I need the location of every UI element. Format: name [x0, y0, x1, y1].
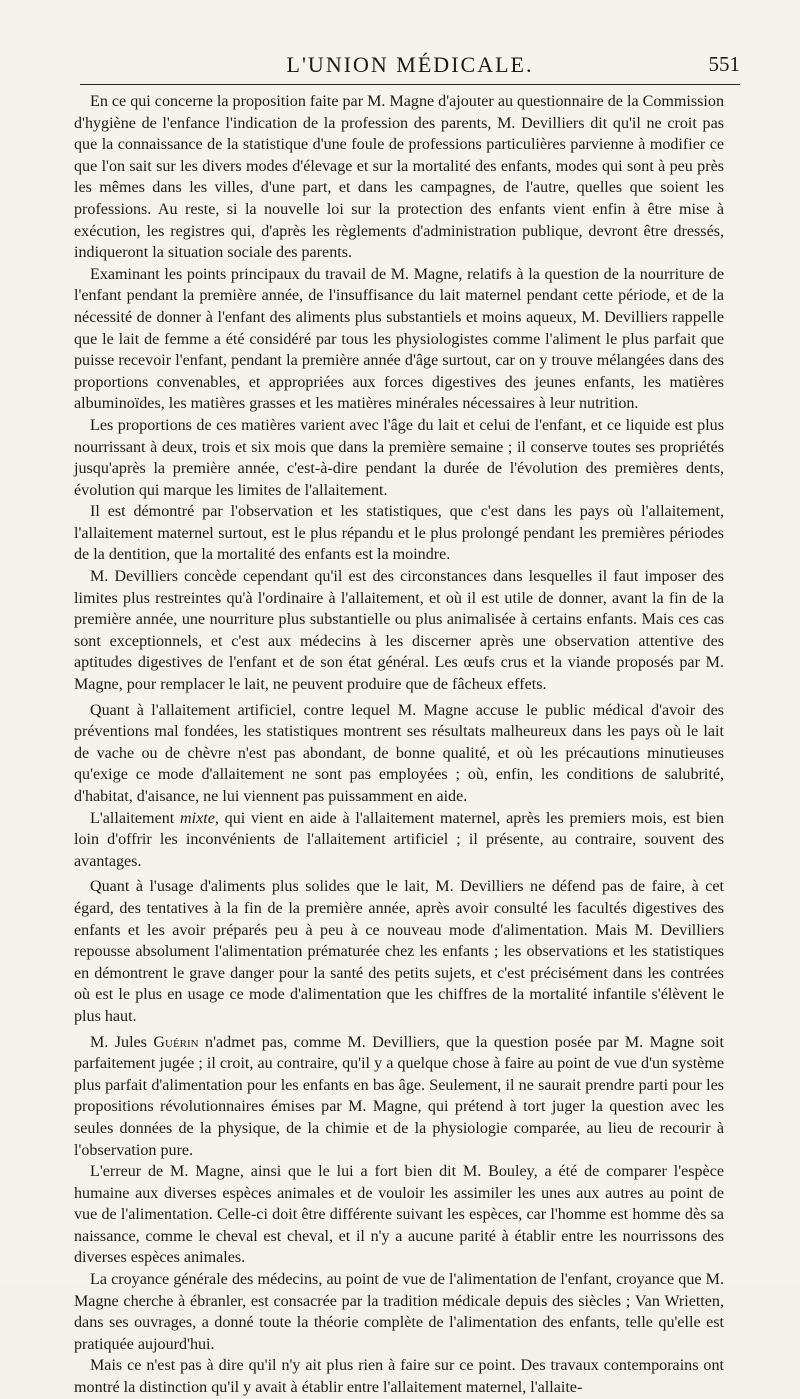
paragraph: Quant à l'allaitement artificiel, contre lequel M. Magne accuse le public médical d'avoir des préventions mal fondées, les statistiques montrent ses résultats malheureux dans les pays où le lait de vache ou de chèvre n'est pas abondant, de bonne qualité, et où les précautions minutieuses qu'exige ce mode d'allaitement ne sont pas employées ; où, enfin, les conditions de salubrité, d'habitat, d'aisance, ne lui viennent pas puissamment en aide. — [74, 701, 724, 805]
paragraph: Quant à l'usage d'aliments plus solides que le lait, M. Devilliers ne défend pas de faire, à cet égard, des tentatives à la fin de la première année, après avoir consulté les facultés digestives des enfants et les avoir préparés peu à peu à ce nouveau mode d'alimentation. Mais M. Devilliers repousse absolument l'alimentation prématurée chez les enfants ; les observations et les statistiques en démontrent le grave danger pour la santé des petits sujets, et c'est précisément dans les contrées où est le plus en usage ce mode d'alimentation que les chiffres de la mortalité infantile s'élèvent le plus haut. — [74, 878, 724, 1025]
paragraph — [74, 1032, 724, 1162]
running-title: L'UNION MÉDICALE. — [286, 52, 534, 77]
paragraph-text: , qui vient en aide à l'allaitement maternel, après les premiers mois, est bien loin d'offrir les inconvénients de l'allaitement artificiel ; il présente, au contraire, souvent des avantages. — [74, 809, 724, 870]
paragraph: Il est démontré par l'observation et les statistiques, que c'est dans les pays où l'allaitement, l'allaitement maternel surtout, est le plus répandu et le plus prolongé pendant les premières périodes de la dentition, que la mortalité des enfants est la moindre. — [74, 503, 724, 564]
paragraph-text: M. Jules — [90, 1033, 154, 1051]
paragraph: En ce qui concerne la proposition faite par M. Magne d'ajouter au questionnaire de la Commission d'hygiène de l'enfance l'indication de la profession des parents, M. Devilliers dit qu'il ne croit pas que la connaissance de la statistique d'une foule de professions particulières parvienne à modifier ce que l'on sait sur les divers modes d'élevage et sur la mortalité des enfants, modes qui sont à peu près les mêmes dans les villes, d'une part, et dans les campagnes, de l'autre, quelles que soient les professions. Au reste, si la nouvelle loi sur la protection des enfants vient enfin à être mise à exécution, les registres qui, d'après les règlements d'administration publique, devront être dressés, indiqueront la situation sociale des parents. — [74, 93, 724, 262]
paragraph: La croyance générale des médecins, au point de vue de l'alimentation de l'enfant, croyance que M. Magne cherche à ébranler, est consacrée par la tradition médicale depuis des siècles ; Van Wrietten, dans ses ouvrages, a donné toute la théorie complète de l'alimentation des enfants, telle qu'elle est pratiquée aujourd'hui. — [74, 1271, 724, 1353]
body-text — [74, 91, 724, 1399]
paragraph: Mais ce n'est pas à dire qu'il n'y ait plus rien à faire sur ce point. Des travaux contemporains ont montré la distinction qu'il y avait à établir entre l'allaitement maternel, l'allaite- — [74, 1357, 724, 1397]
speaker-name: Guérin — [153, 1033, 199, 1051]
paragraph: Les proportions de ces matières varient avec l'âge du lait et celui de l'enfant, et ce liquide est plus nourrissant à deux, trois et six mois que dans la première semaine ; il conserve toutes ses propriétés jusqu'après la première année, c'est-à-dire pendant la durée de l'évolution des premières dents, évolution qui marque les limites de l'allaitement. — [74, 416, 724, 499]
paragraph-text: n'admet pas, comme M. Devilliers, que la question posée par M. Magne soit parfaitement jugée ; il croit, au contraire, qu'il y a quelque chose à faire au point de vue d'un système plus parfait d'alimentation pour les enfants en bas âge. Seulement, il ne saurait prendre parti pour les propositions révolutionnaires émises par M. Magne, qui prétend à tort juger la question avec les seules données de la physique, de la chimie et de la physiologie comparée, au lieu de recourir à l'observation pure. — [74, 1033, 724, 1159]
page-number: 551 — [708, 52, 740, 76]
header-rule — [80, 84, 740, 85]
paragraph: Examinant les points principaux du travail de M. Magne, relatifs à la question de la nourriture de l'enfant pendant la première année, de l'insuffisance du lait maternel pendant cette période, et de la nécessité de donner à l'enfant des aliments plus substantiels et moins aqueux, M. Devilliers rappelle que le lait de femme a été considéré par tous les physiologistes comme l'aliment le plus parfait que puisse recevoir l'enfant, pendant la première année d'âge surtout, car on y trouve mélangées dans des proportions convenables, et appropriées aux forces digestives des jeunes enfants, les matières albuminoïdes, les matières grasses et les matières minérales nécessaires à leur nutrition. — [74, 265, 724, 413]
emphasis: mixte — [180, 809, 215, 827]
paragraph-text: L'allaitement — [90, 809, 180, 827]
paragraph: M. Devilliers concède cependant qu'il est des circonstances dans lesquelles il faut imposer des limites plus restreintes qu'à l'ordinaire à l'allaitement, et où il est utile de donner, avant la fin de la première année, une nourriture plus substantielle ou plus animalisée à certains enfants. Mais ces cas sont exceptionnels, et c'est aux médecins à les discerner après une observation attentive des aptitudes digestives de l'enfant et de son état général. Les œufs crus et la viande proposés par M. Magne, pour remplacer le lait, ne peuvent produire que de fâcheux effets. — [74, 568, 724, 694]
page-header — [80, 46, 740, 82]
paragraph: L'erreur de M. Magne, ainsi que le lui a fort bien dit M. Bouley, a été de comparer l'espèce humaine aux diverses espèces animales et de vouloir les assimiler les unes aux autres au point de vue de l'alimentation. Celle-ci doit être différente suivant les espèces, car l'homme est homme dès sa naissance, comme le cheval est cheval, et il n'y a aucune parité à établir entre les nourrissons des diverses espèces animales. — [74, 1163, 724, 1267]
paragraph — [74, 808, 724, 873]
